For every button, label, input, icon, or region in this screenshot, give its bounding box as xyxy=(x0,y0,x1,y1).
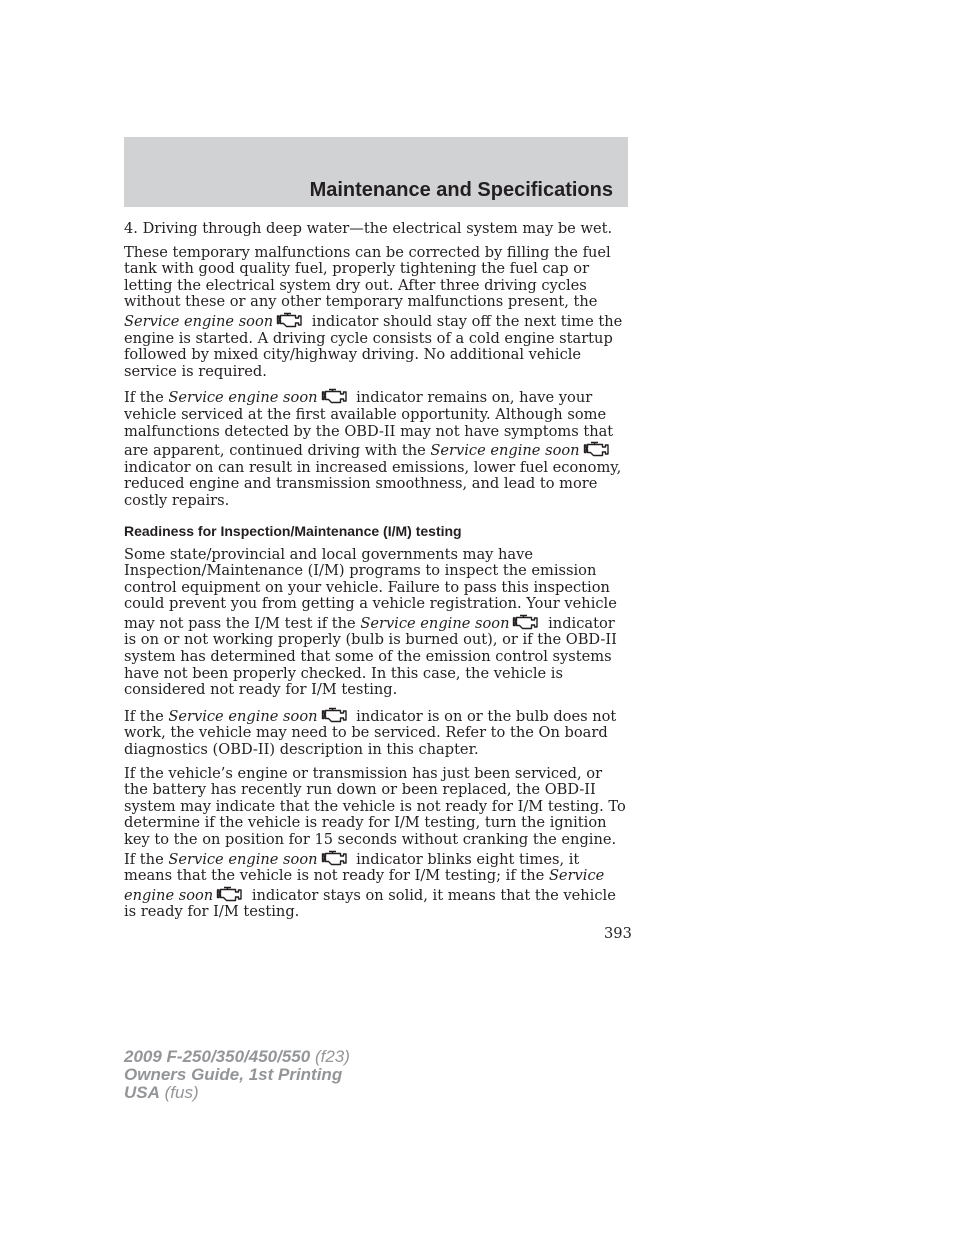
paragraph-indicator-remains-on: If the Service engine soon indicator remains on, have your vehicle serviced at the first available opportunity. Although some malfunctions detected by the OBD-II may not have symptoms that are apparent, continued driving with the Service engine soon indicator on can result in increased emissions, lower fuel economy, reduced engine and transmission smoothness, and lead to more costly repairs. xyxy=(124,389,622,509)
paragraph-bulb-not-work: If the Service engine soon indicator is on or the bulb does not work, the vehicle may need to be serviced. Refer to the On board diagnostics (OBD-II) description in this chapter. xyxy=(124,707,617,759)
paragraph-im-programs: Some state/provincial and local governments may have Inspection/Maintenance (I/M) programs to inspect the emission control equipment on your vehicle. Failure to pass this inspection could prevent you from getting a vehicle registration. Your vehicle may not pass the I/M test if the Service engine soon indicator is on or not working properly (bulb is burned out), or if the OBD-II system has determined that some of the emission control systems have not been properly checked. In this case, the vehicle is considered not ready for I/M testing. xyxy=(124,545,617,699)
page-number: 393 xyxy=(604,925,632,942)
readiness-heading: Readiness for Inspection/Maintenance (I/M) testing xyxy=(124,522,462,539)
check-engine-icon xyxy=(215,885,245,903)
footer-model-line: 2009 F-250/350/450/550 (f23) xyxy=(124,1047,350,1066)
check-engine-icon xyxy=(582,440,612,458)
check-engine-icon xyxy=(320,387,350,405)
section-title: Maintenance and Specifications xyxy=(309,179,613,201)
check-engine-icon xyxy=(275,311,305,329)
main-content xyxy=(124,221,628,928)
paragraph-readiness-check: If the vehicle’s engine or transmission has just been serviced, or the battery has recently run down or been replaced, the OBD-II system may indicate that the vehicle is not ready for I/M testing. To determine if the vehicle is ready for I/M testing, turn the ignition key to the on position for 15 seconds without cranking the engine. If the Service engine soon indicator blinks eight times, it means that the vehicle is not ready for I/M testing; if the Service engine soon indicator stays on solid, it means that the vehicle is ready for I/M testing. xyxy=(124,764,626,921)
check-engine-icon xyxy=(320,849,350,867)
footer-guide-line: Owners Guide, 1st Printing xyxy=(124,1065,343,1084)
footer-imprint xyxy=(124,1048,350,1102)
paragraph-temporary-malfunctions: These temporary malfunctions can be corrected by filling the fuel tank with good quality fuel, properly tightening the fuel cap or letting the electrical system dry out. After three driving cycles without these or any other temporary malfunctions present, the Service engine soon indicator should stay off the next time the engine is started. A driving cycle consists of a cold engine startup followed by mixed city/highway driving. No additional vehicle service is required. xyxy=(124,243,623,380)
paragraph-deep-water: 4. Driving through deep water—the electrical system may be wet. xyxy=(124,220,613,237)
check-engine-icon xyxy=(320,706,350,724)
footer-region-line: USA (fus) xyxy=(124,1083,199,1102)
check-engine-icon xyxy=(511,613,541,631)
header-band xyxy=(124,137,628,207)
